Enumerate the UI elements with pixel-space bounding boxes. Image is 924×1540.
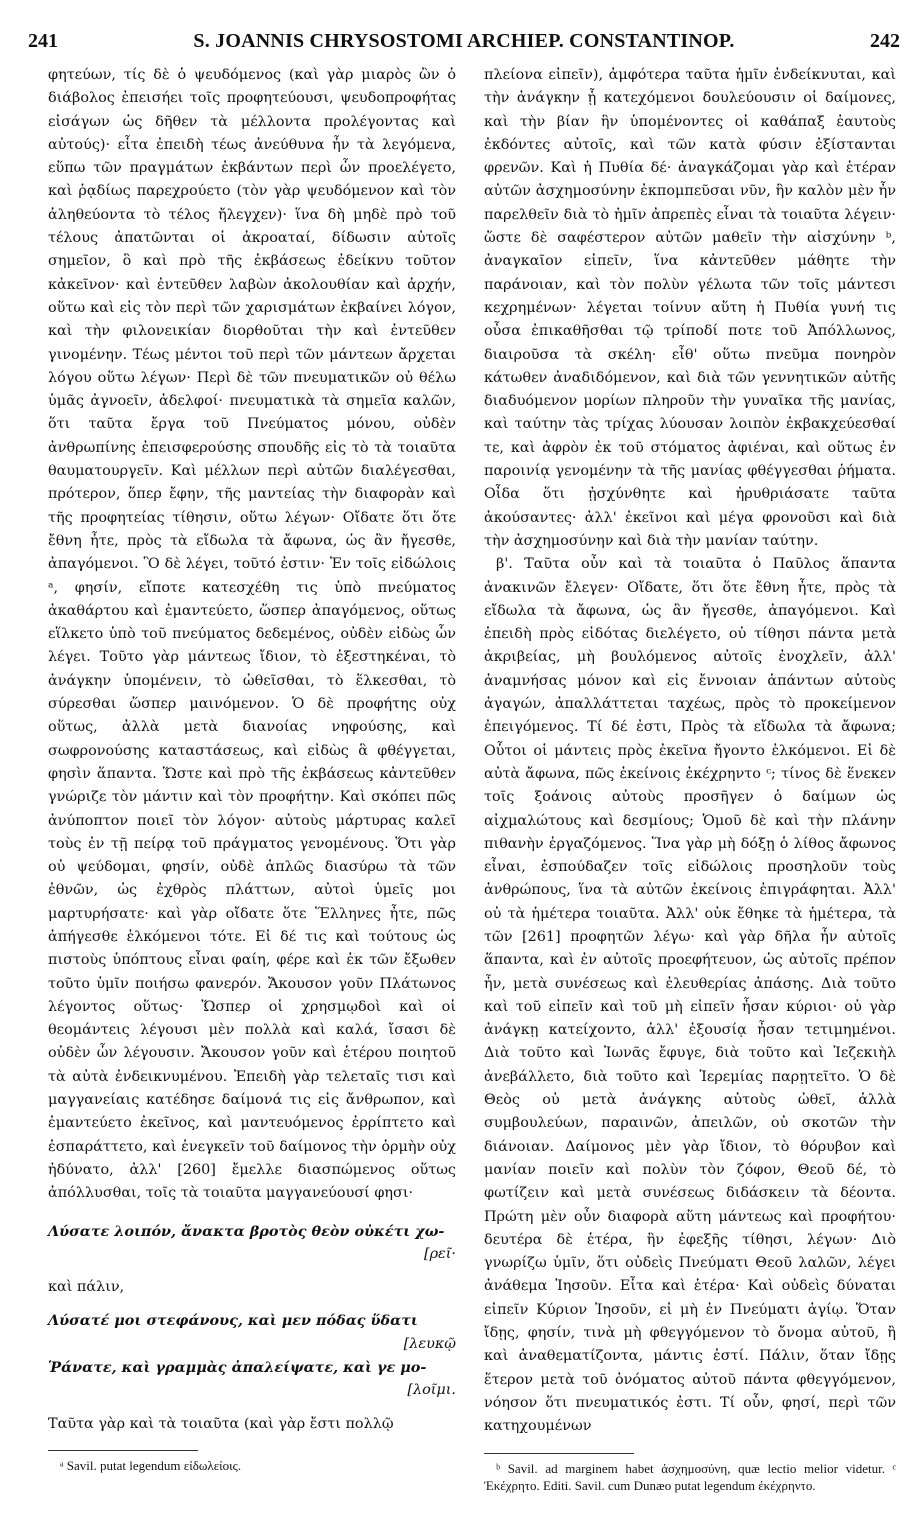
verse-line-3: Ῥάνατε, καὶ γραμμὰς ἀπαλείψατε, καὶ γε μο- <box>48 1359 427 1377</box>
verse-line-2-continuation: [λευκῷ <box>403 1335 456 1352</box>
footnote-left: ᵃ Savil. putat legendum εἰδωλείοις. <box>60 1457 242 1473</box>
verse-block <box>48 1220 456 1403</box>
verse-line-1-continuation: [ρεῖ· <box>423 1245 456 1262</box>
verse-line-1: Λύσατε λοιπόν, ἄνακτα βροτὸς θεὸν οὐκέτι χω- <box>48 1222 445 1240</box>
footnote-rule-right <box>484 1453 634 1454</box>
page-number-right: 242 <box>870 30 900 52</box>
right-column <box>484 64 896 1494</box>
footnote-rule-left <box>48 1450 198 1451</box>
page-number-left: 241 <box>28 30 58 52</box>
left-paragraph-main: φητεύων, τίς δὲ ὁ ψευδόμενος (καὶ γὰρ μιαρὸς ὢν ὁ διάβολος ἐπεισήει τοῖς προφητεύουσι, ψευδοπροφήτας εἰσάγων ὡς δῆθεν τὰ μέλλοντα προλέγοντας καὶ αὐτούς)· εἶτα ἐπειδὴ τέως ἀνεύθυνα ἦν τὰ λεγόμενα, εὕπω τῶν πραγμάτων ἐκβάντων περὶ ὧν προελέγετο, καὶ ῥᾳδίως παρεχρούετο (τὸν γὰρ ψευδόμενον καὶ τὸν ἀληθεύοντα τὸ τέλος ἤλεγχεν)· ἵνα δὴ μηδὲ πρὸ τοῦ τέλους ἀπατῶνται οἱ ἀκροαταί, δίδωσιν αὐτοῖς σημεῖον, ὃ καὶ πρὸ τῆς ἐκβάσεως ἐδείκνυ τοῦτον κἀκεῖνον· καὶ ἐντεῦθεν λαβὼν ἀκολουθίαν καὶ ἀρχήν, οὕτω καὶ εἰς τὸν περὶ τῶν χαρισμάτων ἐκβαίνει λόγον, καὶ τὴν φιλονεικίαν διορθοῦται τὴν καὶ ἐντεῦθεν γινομένην. Τέως μέντοι τοῦ περὶ τῶν μάντεων ἄρχεται λόγου οὕτω λέγων· Περὶ δὲ τῶν πνευματικῶν οὐ θέλω ὑμᾶς ἀγνοεῖν, ἀδελφοί· πνευματικὰ τὰ σημεῖα καλῶν, ὅτι ταῦτα ἔργα τοῦ Πνεύματος μόνου, οὐδὲν ἀνθρωπίνης ἐπεισφερούσης σπουδῆς εἰς τὸ τὰ τοιαῦτα θαυματουργεῖν. Καὶ μέλλων περὶ αὐτῶν διαλέγεσθαι, πρότερον, ὅπερ ἔφην, τῆς μαντείας τὴν διαφορὰν καὶ τῆς προφητείας τίθησιν, οὕτω λέγων· Οἴδατε ὅτι ὅτε ἔθνη ἦτε, πρὸς τὰ εἴδωλα τὰ ἄφωνα, ὡς ἂν ἤγεσθε, ἀπαγόμενοι. Ὃ δὲ λέγει, τοῦτό ἐστιν· Ἐν τοῖς εἰδώλοις ᵃ, φησίν, εἴποτε κατεσχέθη τις ὑπὸ πνεύματος ἀκαθάρτου καὶ ἐμαντεύετο, ὥσπερ ἀπαγόμενος, οὕτως εἵλκετο ὑπὸ τοῦ πνεύματος δεδεμένος, οὐδὲν εἰδὼς ὧν λέγει. Τοῦτο γὰρ μάντεως ἴδιον, τὸ ἐξεστηκέναι, τὸ ἀνάγκην ὑπομένειν, τὸ ὠθεῖσθαι, τὸ ἕλκεσθαι, τὸ σύρεσθαι ὥσπερ μαινόμενον. Ὁ δὲ προφήτης οὐχ οὕτως, ἀλλὰ μετὰ διανοίας νηφούσης, καὶ σωφρονούσης καταστάσεως, καὶ εἰδὼς ἃ φθέγγεται, φησὶν ἅπαντα. Ὥστε καὶ πρὸ τῆς ἐκβάσεως κἀντεῦθεν γνώριζε τὸν μάντιν καὶ τὸν προφήτην. Καὶ σκόπει πῶς ἀνύποπτον ποιεῖ τὸν λόγον· αὐτοὺς μάρτυρας καλεῖ τοὺς ἐν τῇ πείρᾳ τοῦ πράγματος γενομένους. Ὅτι γὰρ οὐ ψεύδομαι, φησίν, οὐδὲ ἁπλῶς διασύρω τὰ τῶν ἐθνῶν, ὡς ἐχθρὸς πλάττων, αὐτοὶ ὑμεῖς μοι μαρτυρήσατε· καὶ γὰρ οἴδατε ὅτε Ἕλληνες ἦτε, πῶς ἀπήγεσθε ἑλκόμενοι τότε. Εἰ δέ τις καὶ τούτους ὡς πιστοὺς ὑπόπτους εἶναι φαίη, φέρε καὶ ἐκ τῶν ἔξωθεν τοῦτο ὑμῖν ποιήσω φανερόν. Ἄκουσον γοῦν Πλάτωνος λέγοντος οὕτως· Ὥσπερ οἱ χρησμῳδοὶ καὶ οἱ θεομάντεις λέγουσι μὲν πολλὰ καὶ καλά, ἴσασι δὲ οὐδὲν ὧν λέγουσιν. Ἄκουσον γοῦν καὶ ἑτέρου ποιητοῦ τὰ αὐτὰ ἐνδεικνυμένου. Ἐπειδὴ γὰρ τελεταῖς τισι καὶ μαγγανείαις κατέδησε δαίμονά τις εἰς ἄνθρωπον, καὶ ἐμαντεύετο ἐκεῖνος, καὶ μαντευόμενος ἐρρίπτετο καὶ ἐσπαράττετο, καὶ ἐνεγκεῖν τοῦ δαίμονος τὴν ὁρμὴν οὐχ ἠδύνατο, ἀλλ' [260] ἔμελλε διασπώμενος οὕτως ἀπόλλυσθαι, τοῖς τὰ τοιαῦτα μαγγανεύουσί φησι· <box>48 67 456 1202</box>
right-paragraph-section-2: β'. Ταῦτα οὖν καὶ τὰ τοιαῦτα ὁ Παῦλος ἅπαντα ἀνακινῶν ἔλεγεν· Οἴδατε, ὅτι ὅτε ἔθνη ἦτε, πρὸς τὰ εἴδωλα τὰ ἄφωνα, ὡς ἂν ἤγεσθε, ἀπαγόμενοι. Καὶ ἐπειδὴ πρὸς εἰδότας διελέγετο, οὐ τίθησι πάντα μετὰ ἀκριβείας, μὴ βουλόμενος αὐτοῖς ἐνοχλεῖν, ἀλλ' ἀναμνήσας μόνον καὶ εἰς ἔννοιαν ἁπάντων αὐτοὺς ἀγαγών, ἀπαλλάττεται ταχέως, πρὸς τὸ προκείμενον ἐπειγόμενος. Τί δέ ἐστι, Πρὸς τὰ εἴδωλα τὰ ἄφωνα; Οὗτοι οἱ μάντεις πρὸς ἐκεῖνα ἤγοντο ἑλκόμενοι. Εἰ δὲ αὐτὰ ἄφωνα, πῶς ἐκείνοις ἐκέχρηντο ᶜ; τίνος δὲ ἕνεκεν τοῖς ξοάνοις αὐτοὺς προσῆγεν ὁ δαίμων ὡς αἰχμαλώτους καὶ δεσμίους; Ὁμοῦ δὲ καὶ τὴν πλάνην πιθανὴν ἐργαζόμενος. Ἵνα γὰρ μὴ δόξῃ ὁ λίθος ἄφωνος εἶναι, ἐσπούδαζεν τοῖς εἰδώλοις προσηλοῦν τοὺς ἀνθρώπους, ἵνα τὰ αὐτῶν ἐκείνοις ἐπιγράφηται. Ἀλλ' οὐ τὰ ἡμέτερα τοιαῦτα. Ἀλλ' οὐκ ἔθηκε τὰ ἡμέτερα, τὰ τῶν [261] προφητῶν λέγω· καὶ γὰρ δῆλα ἦν αὐτοῖς ἅπαντα, καὶ ἐν αὐτοῖς προεφήτευον, ὡς αὐτοῖς πρέπον ἦν, μετὰ συνέσεως καὶ ἐλευθερίας ἁπάσης. Διὰ τοῦτο καὶ τοῦ εἰπεῖν καὶ τοῦ μὴ εἰπεῖν ἦσαν κύριοι· οὐ γὰρ ἀνάγκῃ κατείχοντο, ἀλλ' ἐξουσίᾳ ἦσαν τετιμημένοι. Διὰ τοῦτο καὶ Ἰωνᾶς ἔφυγε, διὰ τοῦτο καὶ Ἰεζεκιὴλ ἀνεβάλλετο, διὰ τοῦτο καὶ Ἱερεμίας παρῃτεῖτο. Ὁ δὲ Θεὸς οὐ μετὰ ἀνάγκης αὐτοὺς ὠθεῖ, ἀλλὰ συμβουλεύων, παραινῶν, ἀπειλῶν, οὐ σκοτῶν τὴν διάνοιαν. Δαίμονος μὲν γὰρ ἴδιον, τὸ θόρυβον καὶ μανίαν ποιεῖν καὶ πολὺν τὸν ζόφον, Θεοῦ δέ, τὸ φωτίζειν καὶ μετὰ συνέσεως διδάσκειν τὰ δέοντα. Πρώτη μὲν οὖν διαφορὰ αὕτη μάντεως καὶ προφήτου· δευτέρα δὲ ἑτέρα, ἣν ἐφεξῆς τίθησι, λέγων· Διὸ γνωρίζω ὑμῖν, ὅτι οὐδεὶς Πνεύματι Θεοῦ λαλῶν, λέγει ἀνάθεμα Ἰησοῦν. Εἶτα καὶ ἑτέρα· Καὶ οὐδεὶς δύναται εἰπεῖν Κύριον Ἰησοῦν, εἰ μὴ ἐν Πνεύματι ἁγίῳ. Ὅταν ἴδῃς, φησίν, τινὰ μὴ φθεγγόμενον τὸ ὄνομα αὐτοῦ, ἢ καὶ ἀναθεματίζοντα, μάντις ἐστί. Πάλιν, ὅταν ἴδῃς ἕτερον μετὰ τοῦ ὀνόματος αὐτοῦ πάντα φθεγγόμενον, νόησον ὅτι πνευματικός ἐστι. Τί οὖν, φησί, περὶ τῶν κατηχουμένων <box>484 556 896 1435</box>
verse-line-3-continuation: [λοῖμι. <box>407 1382 456 1399</box>
running-header <box>28 30 900 56</box>
footnote-right: ᵇ Savil. ad marginem habet ἀσχημοσύνη, quæ lectio melior videtur. ᶜ Ἐκέχρητο. Editi. Savil. cum Dunæo putat legendum ἐκέχρηντο. <box>484 1460 896 1493</box>
left-column <box>48 64 456 1474</box>
kai-palin-text: καὶ πάλιν, <box>48 1279 125 1296</box>
left-paragraph-end: Ταῦτα γὰρ καὶ τὰ τοιαῦτα (καὶ γὰρ ἔστι πολλῷ <box>48 1415 394 1432</box>
running-title: S. JOANNIS CHRYSOSTOMI ARCHIEP. CONSTANTINOP. <box>193 30 735 52</box>
verse-line-2: Λύσατέ μοι στεφάνους, καὶ μεν πόδας ὕδατι <box>48 1312 418 1330</box>
right-paragraph-1: πλείονα εἰπεῖν), ἀμφότερα ταῦτα ἡμῖν ἐνδείκνυται, καὶ τὴν ἀνάγκην ᾗ κατεχόμενοι δουλεύουσιν οἱ δαίμονες, καὶ τὴν βίαν ἣν ὑπομένοντες οἱ καθάπαξ ἑαυτοὺς ἐκδόντες αὐτοῖς, καὶ τῶν κατὰ φύσιν ἐξίστανται φρενῶν. Καὶ ἡ Πυθία δέ· ἀναγκάζομαι γὰρ καὶ ἑτέραν αὐτῶν ἀσχημοσύνην ἐκπομπεῦσαι νῦν, ἣν καλὸν μὲν ἦν παρελθεῖν διὰ τὸ ἡμῖν ἀπρεπὲς εἶναι τὰ τοιαῦτα λέγειν· ὥστε δὲ σαφέστερον αὐτῶν μαθεῖν τὴν αἰσχύνην ᵇ, ἀναγκαῖον εἰπεῖν, ἵνα κἀντεῦθεν μάθητε τὴν παράνοιαν, καὶ τὸν πολὺν γέλωτα τῶν τοῖς μάντεσι κεχρημένων· λέγεται τοίνυν αὕτη ἡ Πυθία γυνή τις οὖσα ἐπικαθῆσθαι τῷ τρίποδί ποτε τοῦ Ἀπόλλωνος, διαιροῦσα τὰ σκέλη· εἶθ' οὕτω πνεῦμα πονηρὸν κάτωθεν ἀναδιδόμενον, καὶ διὰ τῶν γεννητικῶν αὐτῆς διαδυόμενον μορίων πληροῦν τὴν γυναῖκα τῆς μανίας, καὶ ταύτην τὰς τρίχας λύουσαν λοιπὸν ἐκβακχεύεσθαί τε, καὶ ἀφρὸν ἐκ τοῦ στόματος ἀφιέναι, καὶ οὕτως ἐν παροινίᾳ γενομένην τὰ τῆς μανίας φθέγγεσθαι ῥήματα. Οἶδα ὅτι ᾐσχύνθητε καὶ ἠρυθριάσατε ταῦτα ἀκούσαντες· ἀλλ' ἐκεῖνοι καὶ μέγα φρονοῦσι καὶ διὰ τὴν ἀσχημοσύνην καὶ διὰ τὴν μανίαν ταύτην. <box>484 67 896 549</box>
